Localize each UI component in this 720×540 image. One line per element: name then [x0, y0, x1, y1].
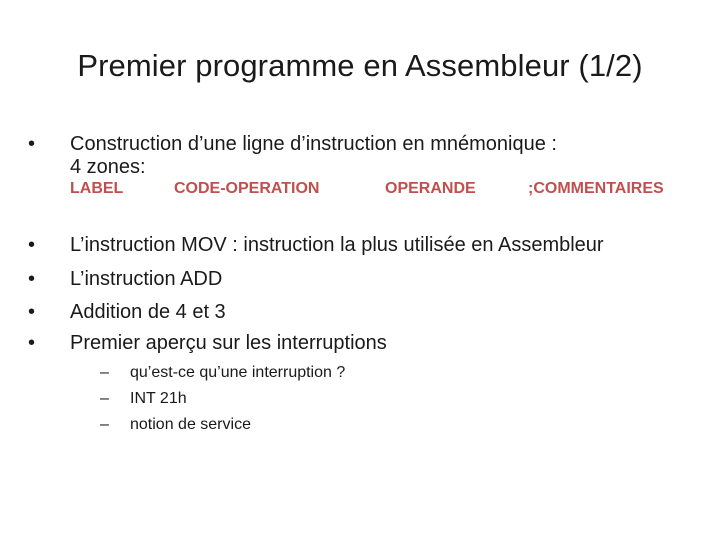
sub-bullet-text: qu’est-ce qu’une interruption ? [130, 364, 346, 381]
bullet-marker: • [28, 268, 36, 290]
bullet-marker: • [28, 234, 36, 256]
bullet-add-text: L’instruction ADD [70, 268, 223, 290]
bullet-addition-text: Addition de 4 et 3 [70, 301, 226, 323]
bullet-interruptions-text: Premier aperçu sur les interruptions [70, 332, 387, 354]
slide-title: Premier programme en Assembleur (1/2) [77, 48, 643, 83]
sub-bullet-dash: – [100, 364, 109, 381]
bullet-marker: • [28, 332, 36, 354]
zone-label: LABEL [70, 180, 124, 197]
sub-bullet-dash: – [100, 390, 109, 407]
bullet-mov-text: L’instruction MOV : instruction la plus utilisée en Assembleur [70, 234, 604, 256]
zone-commentaires: ;COMMENTAIRES [528, 180, 664, 197]
sub-bullet-text: notion de service [130, 416, 251, 433]
zone-operande: OPERANDE [385, 180, 476, 197]
bullet-construction-text: Construction d’une ligne d’instruction en mnémonique : [70, 133, 557, 155]
bullet-construction-continuation: 4 zones: [70, 156, 146, 178]
bullet-marker: • [28, 133, 36, 155]
sub-bullet-text: INT 21h [130, 390, 187, 407]
zone-code-operation: CODE-OPERATION [174, 180, 320, 197]
instruction-zones [0, 180, 720, 202]
bullet-marker: • [28, 301, 36, 323]
sub-bullet-dash: – [100, 416, 109, 433]
